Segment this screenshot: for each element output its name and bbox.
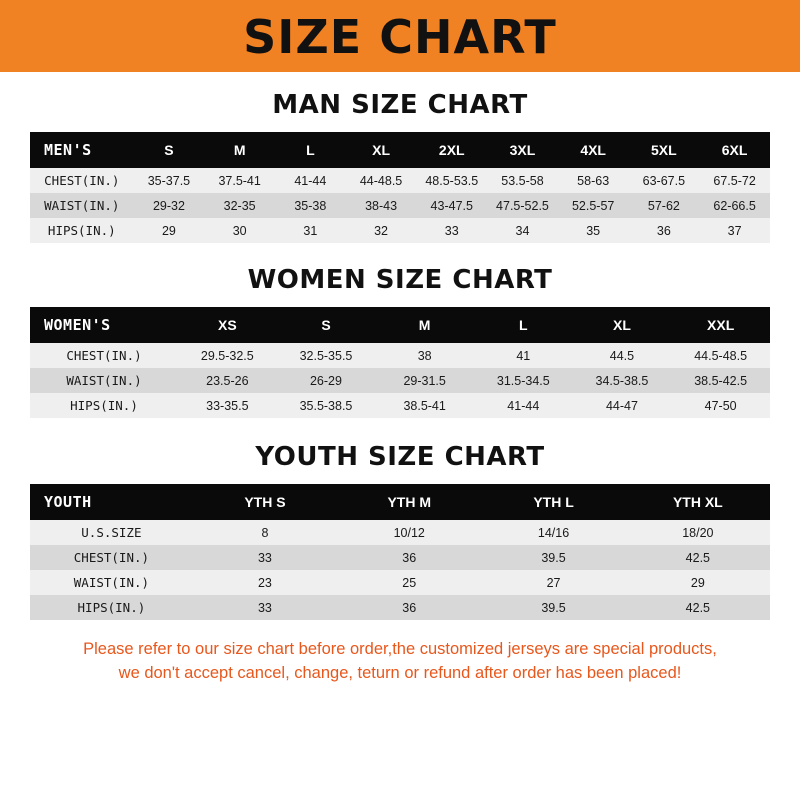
cell: 37.5-41 <box>204 168 275 193</box>
row-label: HIPS(IN.) <box>30 218 134 243</box>
column-header: XL <box>346 132 417 168</box>
table-row <box>30 570 770 595</box>
column-header: XXL <box>671 307 770 343</box>
table-row <box>30 193 770 218</box>
cell: 39.5 <box>481 545 625 570</box>
footer-note-line-1: Please refer to our size chart before order,the customized jerseys are special products, <box>83 640 717 658</box>
cell: 29-32 <box>134 193 205 218</box>
column-header: 2XL <box>416 132 487 168</box>
content-area <box>0 90 800 686</box>
row-label: WAIST(IN.) <box>30 368 178 393</box>
cell: 34.5-38.5 <box>573 368 672 393</box>
cell: 36 <box>337 545 481 570</box>
cell: 33 <box>193 595 337 620</box>
row-label: WAIST(IN.) <box>30 193 134 218</box>
table-row <box>30 168 770 193</box>
cell: 29 <box>626 570 770 595</box>
column-header: MEN'S <box>30 132 134 168</box>
table-header-row <box>30 132 770 168</box>
column-header: YTH M <box>337 484 481 520</box>
cell: 36 <box>629 218 700 243</box>
row-label: CHEST(IN.) <box>30 168 134 193</box>
column-header: S <box>134 132 205 168</box>
cell: 39.5 <box>481 595 625 620</box>
cell: 25 <box>337 570 481 595</box>
column-header: 4XL <box>558 132 629 168</box>
column-header: YOUTH <box>30 484 193 520</box>
row-label: HIPS(IN.) <box>30 393 178 418</box>
cell: 32-35 <box>204 193 275 218</box>
column-header: WOMEN'S <box>30 307 178 343</box>
row-label: CHEST(IN.) <box>30 343 178 368</box>
table-row <box>30 218 770 243</box>
column-header: M <box>375 307 474 343</box>
cell: 26-29 <box>277 368 376 393</box>
column-header: 6XL <box>699 132 770 168</box>
column-header: 5XL <box>629 132 700 168</box>
row-label: WAIST(IN.) <box>30 570 193 595</box>
table-header-row <box>30 307 770 343</box>
cell: 67.5-72 <box>699 168 770 193</box>
cell: 35 <box>558 218 629 243</box>
page-title: SIZE CHART <box>243 10 557 64</box>
header-banner <box>0 0 800 72</box>
column-header: L <box>275 132 346 168</box>
cell: 27 <box>481 570 625 595</box>
cell: 33 <box>416 218 487 243</box>
column-header: YTH L <box>481 484 625 520</box>
cell: 8 <box>193 520 337 545</box>
women-size-table <box>30 307 770 418</box>
column-header: YTH S <box>193 484 337 520</box>
cell: 29 <box>134 218 205 243</box>
table-row <box>30 368 770 393</box>
youth-section-title: YOUTH SIZE CHART <box>255 442 545 472</box>
cell: 62-66.5 <box>699 193 770 218</box>
cell: 47-50 <box>671 393 770 418</box>
cell: 42.5 <box>626 595 770 620</box>
cell: 14/16 <box>481 520 625 545</box>
cell: 42.5 <box>626 545 770 570</box>
cell: 44.5-48.5 <box>671 343 770 368</box>
cell: 41 <box>474 343 573 368</box>
man-section-title: MAN SIZE CHART <box>272 90 528 120</box>
cell: 30 <box>204 218 275 243</box>
cell: 35-37.5 <box>134 168 205 193</box>
cell: 57-62 <box>629 193 700 218</box>
row-label: HIPS(IN.) <box>30 595 193 620</box>
cell: 37 <box>699 218 770 243</box>
cell: 33 <box>193 545 337 570</box>
column-header: YTH XL <box>626 484 770 520</box>
column-header: L <box>474 307 573 343</box>
table-row <box>30 393 770 418</box>
row-label: U.S.SIZE <box>30 520 193 545</box>
cell: 33-35.5 <box>178 393 277 418</box>
table-row <box>30 343 770 368</box>
cell: 47.5-52.5 <box>487 193 558 218</box>
cell: 32.5-35.5 <box>277 343 376 368</box>
table-row <box>30 520 770 545</box>
cell: 53.5-58 <box>487 168 558 193</box>
table-row <box>30 545 770 570</box>
cell: 23 <box>193 570 337 595</box>
column-header: XL <box>573 307 672 343</box>
youth-size-table <box>30 484 770 620</box>
column-header: 3XL <box>487 132 558 168</box>
cell: 52.5-57 <box>558 193 629 218</box>
cell: 29-31.5 <box>375 368 474 393</box>
cell: 38 <box>375 343 474 368</box>
man-size-table <box>30 132 770 243</box>
cell: 58-63 <box>558 168 629 193</box>
cell: 44.5 <box>573 343 672 368</box>
cell: 31.5-34.5 <box>474 368 573 393</box>
cell: 41-44 <box>275 168 346 193</box>
cell: 63-67.5 <box>629 168 700 193</box>
table-header-row <box>30 484 770 520</box>
cell: 18/20 <box>626 520 770 545</box>
cell: 43-47.5 <box>416 193 487 218</box>
cell: 10/12 <box>337 520 481 545</box>
cell: 44-48.5 <box>346 168 417 193</box>
cell: 35.5-38.5 <box>277 393 376 418</box>
cell: 36 <box>337 595 481 620</box>
row-label: CHEST(IN.) <box>30 545 193 570</box>
cell: 32 <box>346 218 417 243</box>
cell: 35-38 <box>275 193 346 218</box>
cell: 48.5-53.5 <box>416 168 487 193</box>
column-header: XS <box>178 307 277 343</box>
footer-note <box>30 638 770 686</box>
cell: 38.5-42.5 <box>671 368 770 393</box>
women-section-title: WOMEN SIZE CHART <box>247 265 553 295</box>
cell: 23.5-26 <box>178 368 277 393</box>
cell: 29.5-32.5 <box>178 343 277 368</box>
cell: 44-47 <box>573 393 672 418</box>
cell: 38-43 <box>346 193 417 218</box>
table-row <box>30 595 770 620</box>
cell: 34 <box>487 218 558 243</box>
cell: 31 <box>275 218 346 243</box>
column-header: S <box>277 307 376 343</box>
footer-note-line-2: we don't accept cancel, change, teturn or refund after order has been placed! <box>118 663 682 682</box>
cell: 41-44 <box>474 393 573 418</box>
column-header: M <box>204 132 275 168</box>
cell: 38.5-41 <box>375 393 474 418</box>
